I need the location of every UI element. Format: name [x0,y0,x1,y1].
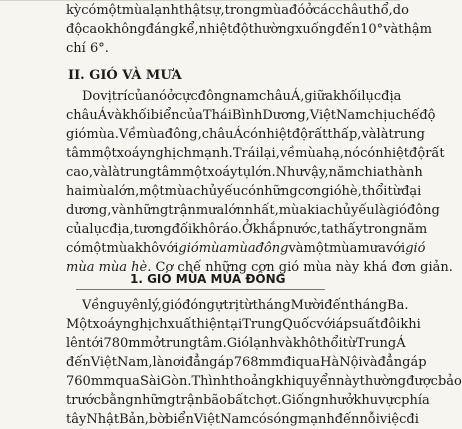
word: có [66,241,82,256]
word: hiện [196,317,226,332]
word: khô [292,336,317,351]
word: của [127,89,151,104]
word: nguyên [99,298,148,313]
word: về [279,146,296,161]
text-line [66,106,436,125]
text-line [66,391,430,410]
word: trước [66,393,101,408]
word: thổi [361,184,388,199]
word: ở [152,336,161,351]
word: gió [178,241,199,256]
word: các [313,3,336,18]
word: độ [409,146,426,161]
word: xoáy [116,146,147,161]
text-line [66,125,425,144]
word: thấp, [327,127,362,142]
word: Sài [139,374,161,389]
word: nhiệt [375,146,410,161]
word: lớn. [251,165,276,180]
word: Á [233,127,243,142]
word: suất [351,317,381,332]
word: bảo [437,374,462,389]
word: một [139,184,165,199]
word: Nhật [86,412,120,427]
word: cơn [297,184,322,199]
word: đó [289,3,306,18]
word: qua [115,374,140,389]
word: đẳng [184,355,218,370]
word: nỗi [359,412,380,427]
word: có [240,184,256,199]
word: mạnh [297,412,335,427]
word: là [376,127,389,142]
word: lục [89,222,110,237]
word: hạ, [323,146,344,161]
word: chia [357,165,385,180]
word: Nam [336,108,368,123]
word: ta [320,222,334,237]
word: qua [295,355,321,370]
word: của [179,108,203,123]
word: đông, [164,127,202,142]
word: tháng [348,298,388,313]
word: giữa [304,89,333,104]
word: bờ [148,412,166,427]
word: lạnh [249,336,278,351]
word: lớn [224,203,245,218]
word: trị [223,298,239,313]
word: gió [66,127,87,142]
word: châu [66,108,98,123]
word: khô [192,222,217,237]
word: biển [165,412,194,427]
word: và [383,22,399,37]
word: tháng [252,298,291,313]
word: đông [197,89,231,104]
word: Ba. [387,298,409,313]
word: việc [379,412,407,427]
text-line: mùa mùa hè. Cơ chế những cơn gió mùa này khá đơn giản. [66,260,453,275]
word: một [91,146,117,161]
word: này [336,374,360,389]
word: áp [410,355,427,370]
subsection-title: 1. GIÓ MÙA MÙA ĐÔNG [130,272,286,286]
word: và [362,355,378,370]
word: đi [406,412,419,427]
word: mùa [164,184,194,199]
word: trung [388,127,425,142]
word: hè, [341,184,362,199]
word: đáng [145,22,179,37]
word: độ [232,22,249,37]
word: lại, [259,146,280,161]
word: ở [345,393,354,408]
word: sóng [266,412,298,427]
word: hai [66,184,87,199]
word: mùa [278,203,308,218]
word: của [66,222,90,237]
word: đến [324,298,349,313]
word: từ [387,184,402,199]
word: mùa [136,127,165,142]
word: năm [328,165,358,180]
word: có [360,146,376,161]
word: thổ, [367,3,393,18]
word: áp [335,317,352,332]
word: từ [238,298,253,313]
word: địa [381,89,402,104]
word: Ở [241,222,253,237]
word: trong [362,222,399,237]
text-line [66,353,427,372]
text-line [66,1,409,20]
word: đôi [380,317,401,332]
word: Bình [231,108,263,123]
text-line [66,315,421,334]
word: mùa [227,241,256,256]
word: Á [396,336,406,351]
word: khu [353,393,379,408]
word: độ [291,127,308,142]
word: thậm [398,22,432,37]
word: ở [305,3,314,18]
word: bão [203,393,227,408]
text-line [66,201,440,220]
word: cực [174,89,198,104]
word: Bản, [119,412,149,427]
word: tại [225,317,243,332]
word: quyển [295,374,337,389]
word: đi [283,355,296,370]
word: nó [150,89,167,104]
word: Nam, [116,355,153,370]
word: chịu [367,108,396,123]
word: mm [90,374,116,389]
word: là [108,165,121,180]
word: mưa [357,241,386,256]
word: cao [82,22,106,37]
word: Nội [339,355,363,370]
word: gió [321,184,342,199]
word: mùa [198,241,228,256]
word: là [152,355,165,370]
word: tây [66,412,87,427]
word: tương [133,222,172,237]
text-line [66,334,406,353]
word: Trung [242,317,283,332]
word: Dương, [262,108,310,123]
word: Quốc [282,317,317,332]
word: lý, [147,298,162,313]
word: mùa [86,184,115,199]
word: Việt [193,412,221,427]
text-line [66,163,423,182]
word: bằng [100,393,134,408]
word: tụ [237,165,252,180]
word: trung [160,336,198,351]
text-line [66,144,445,163]
word: với [159,241,179,256]
word: có [251,412,267,427]
word: Thái [202,108,232,123]
word: bất [226,393,249,408]
word: Hà [320,355,340,370]
word: và [93,165,109,180]
word: lạnh [150,3,179,18]
word: thoảng [229,374,276,389]
word: nghịch [122,317,168,332]
word: yếu [351,203,375,218]
text-line [66,20,432,39]
word: Trung [356,336,397,351]
word: những [133,393,176,408]
word: đến [335,22,361,37]
word: đông [406,203,440,218]
word: nhiệt [198,22,233,37]
word: chủ [326,203,352,218]
word: nước, [284,222,321,237]
word: tới [86,336,104,351]
word: từ [342,336,357,351]
word: khối [122,108,151,123]
word: thật [178,3,206,18]
text-line [66,220,428,239]
word: 10° [360,22,384,37]
word: đông [255,241,289,256]
word: tâm [156,165,182,180]
word: năm [398,222,428,237]
section-title: II. GIÓ VÀ MƯA [68,68,182,83]
text-line [66,410,419,429]
word: khối [332,89,362,104]
word: tâm [66,146,92,161]
text-line [82,296,409,315]
word: tâm. [197,336,227,351]
word: đại [401,184,422,199]
word: có [81,3,97,18]
word: và [111,203,127,218]
word: kia [307,203,327,218]
word: chợt. [248,393,282,408]
word: địa, [109,222,134,237]
word: mưa [195,203,225,218]
word: do [392,3,409,18]
word: khi [400,317,421,332]
word: Một [66,317,93,332]
word: Như [275,165,304,180]
word: gió [386,203,407,218]
word: như [320,393,346,408]
text-line [66,182,422,201]
word: ở [166,89,175,104]
word: nhiệt [258,127,292,142]
word: thường [248,22,296,37]
word: Gió [226,336,250,351]
word: và [361,127,377,142]
word: mùa [121,3,151,18]
word: được [406,374,438,389]
word: 768 [233,355,259,370]
word: yếu [217,184,241,199]
word: 760 [66,374,91,389]
word: xuống [295,22,336,37]
word: Trái [232,146,260,161]
word: đến [334,412,360,427]
word: Mười [290,298,325,313]
word: Á, [290,89,305,104]
word: xoáy [207,165,238,180]
word: Về [118,127,137,142]
word: một [181,165,208,180]
word: một [303,241,329,256]
word: ngự [198,298,224,313]
word: lục [361,89,382,104]
word: độ [419,108,436,123]
word: xuất [167,317,197,332]
word: thường [359,374,407,389]
word: áp [217,355,234,370]
word: Việt [309,108,337,123]
word: kể, [178,22,199,37]
word: Do [82,89,101,104]
text-line [66,239,426,258]
word: dương, [66,203,112,218]
word: độ [66,22,83,37]
subsection-underline [76,289,325,290]
text-line [66,372,462,391]
word: thổi [316,336,343,351]
word: lớn, [114,184,140,199]
word: gió [161,298,183,313]
word: lên [66,336,87,351]
word: mùa. [86,127,119,142]
word: biển [150,108,180,123]
word: rất [308,127,328,142]
word: đó [182,298,199,313]
word: trận [175,393,204,408]
word: vậy, [303,165,329,180]
word: nam [230,89,260,104]
word: đối [171,222,193,237]
word: đẳng [377,355,411,370]
text-line: chí 6°. [66,41,109,56]
word: trí [111,89,128,104]
word: sự, [205,3,225,18]
word: châu [335,3,368,18]
word: Việt [90,355,117,370]
word: Thình [191,374,230,389]
word: cao, [66,165,93,180]
word: đến [66,355,91,370]
word: với [316,317,336,332]
word: mùa [106,241,135,256]
word: khi [275,374,296,389]
word: Á [97,108,108,123]
word: những [126,203,169,218]
word: trung [120,165,157,180]
word: Về [82,298,100,313]
word: trận [168,203,196,218]
word: là [374,203,387,218]
word: rất [425,146,445,161]
word: Giống [281,393,321,408]
word: mùa [295,146,324,161]
word: ráo. [216,222,242,237]
word: một [81,241,107,256]
word: và [288,241,304,256]
word: và [107,108,123,123]
word: châu [201,127,234,142]
word: nơi [164,355,185,370]
word: không [105,22,146,37]
word: thành [384,165,423,180]
text-line [82,87,402,106]
word: phía [401,393,430,408]
word: có [242,127,259,142]
word: xoáy [92,317,123,332]
word: mùa [260,3,290,18]
word: mạnh. [191,146,233,161]
word: một [96,3,122,18]
word: chủ [193,184,218,199]
word: gió [405,241,426,256]
word: kỳ [66,3,82,18]
word: nghịch [146,146,192,161]
word: khô [134,241,160,256]
word: Nam [220,412,252,427]
word: vực [378,393,402,408]
word: Gòn. [160,374,192,389]
word: nhất, [244,203,279,218]
word: nó [343,146,361,161]
word: khắp [252,222,285,237]
word: mùa [328,241,358,256]
word: mm [258,355,284,370]
word: châu [259,89,291,104]
word: những [255,184,298,199]
word: chế [395,108,420,123]
word: mm [128,336,153,351]
word: thấy [333,222,363,237]
word: vị [100,89,112,104]
word: và [277,336,293,351]
word: 780 [103,336,129,351]
word: với [385,241,406,256]
word: trong [224,3,261,18]
